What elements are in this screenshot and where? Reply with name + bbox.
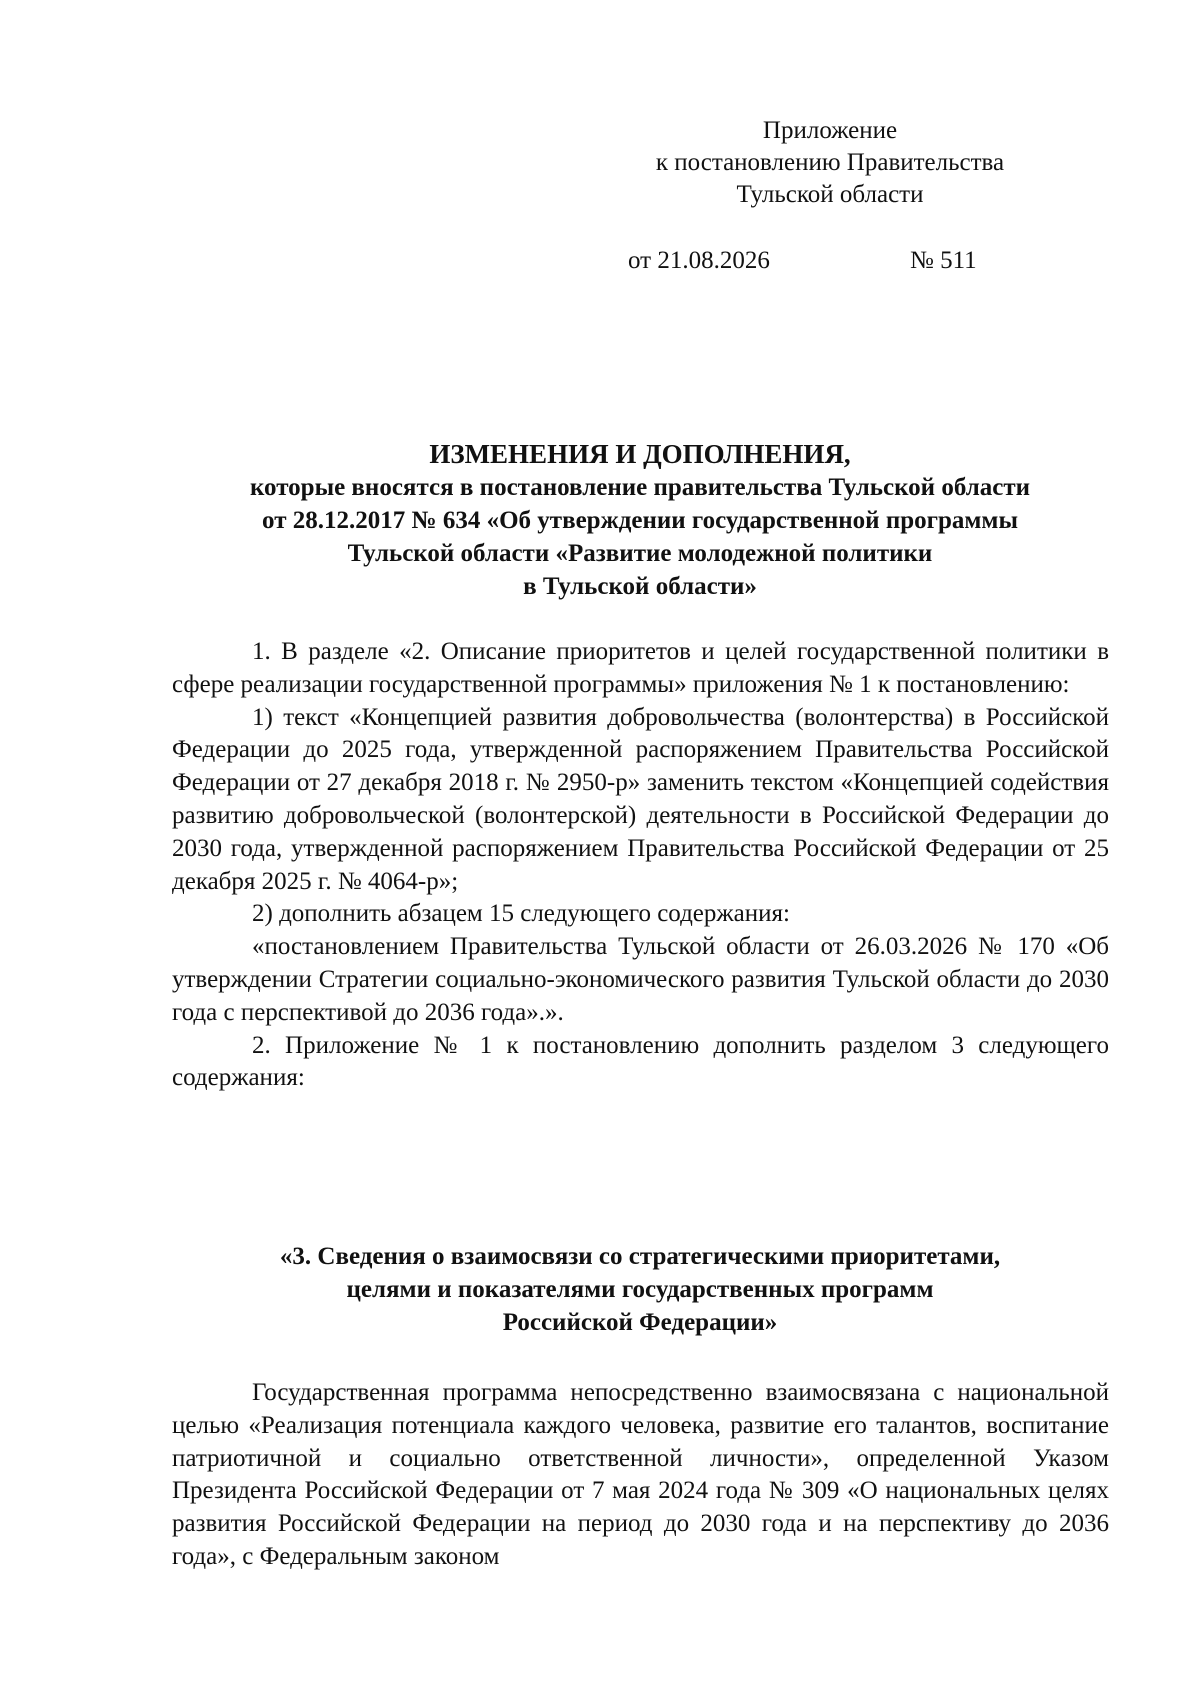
title-line-5: в Тульской области»	[523, 573, 757, 600]
amendments-body	[172, 636, 1109, 1095]
title-line-2: которые вносятся в постановление правительства Тульской области	[249, 474, 1031, 501]
section-3-title-line-3: Российской Федерации»	[502, 1309, 778, 1336]
appendix-label: Приложение	[762, 117, 898, 144]
resolution-date: от 21.08.2026	[628, 247, 770, 274]
title-line-4: Тульской области «Развитие молодежной политики	[347, 540, 933, 567]
title-line-3: от 28.12.2017 № 634 «Об утверждении государственной программы	[262, 507, 1018, 534]
appendix-reference: к постановлению Правительства	[655, 149, 1005, 176]
section-3-title	[170, 1240, 1110, 1339]
section-3-paragraph: Государственная программа непосредственно взаимосвязана с национальной целью «Реализация потенциала каждого человека, развитие его талантов, воспитание патриотичной и социально ответственной личности», определенной Указом Президента Российской Федерации от 7 мая 2024 года № 309 «О национальных целях развития Российской Федерации на период до 2030 года и на перспективу до 2036 года», с Федеральным законом	[172, 1379, 1109, 1570]
paragraph-1-item-2: 2) дополнить абзацем 15 следующего содержания:	[252, 900, 790, 928]
paragraph-1: 1. В разделе «2. Описание приоритетов и целей государственной политики в сфере реализации государственной программы» приложения № 1 к постановлению:	[172, 638, 1109, 698]
title-line-1: ИЗМЕНЕНИЯ И ДОПОЛНЕНИЯ,	[429, 439, 851, 469]
appendix-region: Тульской области	[736, 181, 924, 208]
section-3-body	[172, 1377, 1109, 1574]
appendix-header	[620, 115, 1040, 211]
paragraph-1-item-1: 1) текст «Концепцией развития добровольчества (волонтерства) в Российской Федерации до 2025 года, утвержденной распоряжением Правительства Российской Федерации от 27 декабря 2018 г. № 2950-р» заменить текстом «Концепцией содействия развитию добровольческой (волонтерской) деятельности в Российской Федерации до 2030 года, утвержденной распоряжением Правительства Российской Федерации от 25 декабря 2025 г. № 4064-р»;	[172, 703, 1109, 895]
paragraph-1-quote: «постановлением Правительства Тульской области от 26.03.2026 № 170 «Об утверждении Стратегии социально-экономического развития Тульской области до 2030 года с перспективой до 2036 года».».	[172, 933, 1109, 1026]
paragraph-2: 2. Приложение № 1 к постановлению дополнить разделом 3 следующего содержания:	[172, 1031, 1109, 1092]
section-3-title-line-1: «3. Сведения о взаимосвязи со стратегическими приоритетами,	[279, 1243, 1001, 1270]
resolution-number: № 511	[910, 247, 977, 274]
document-title	[170, 438, 1110, 603]
section-3-title-line-2: целями и показателями государственных программ	[346, 1276, 934, 1303]
